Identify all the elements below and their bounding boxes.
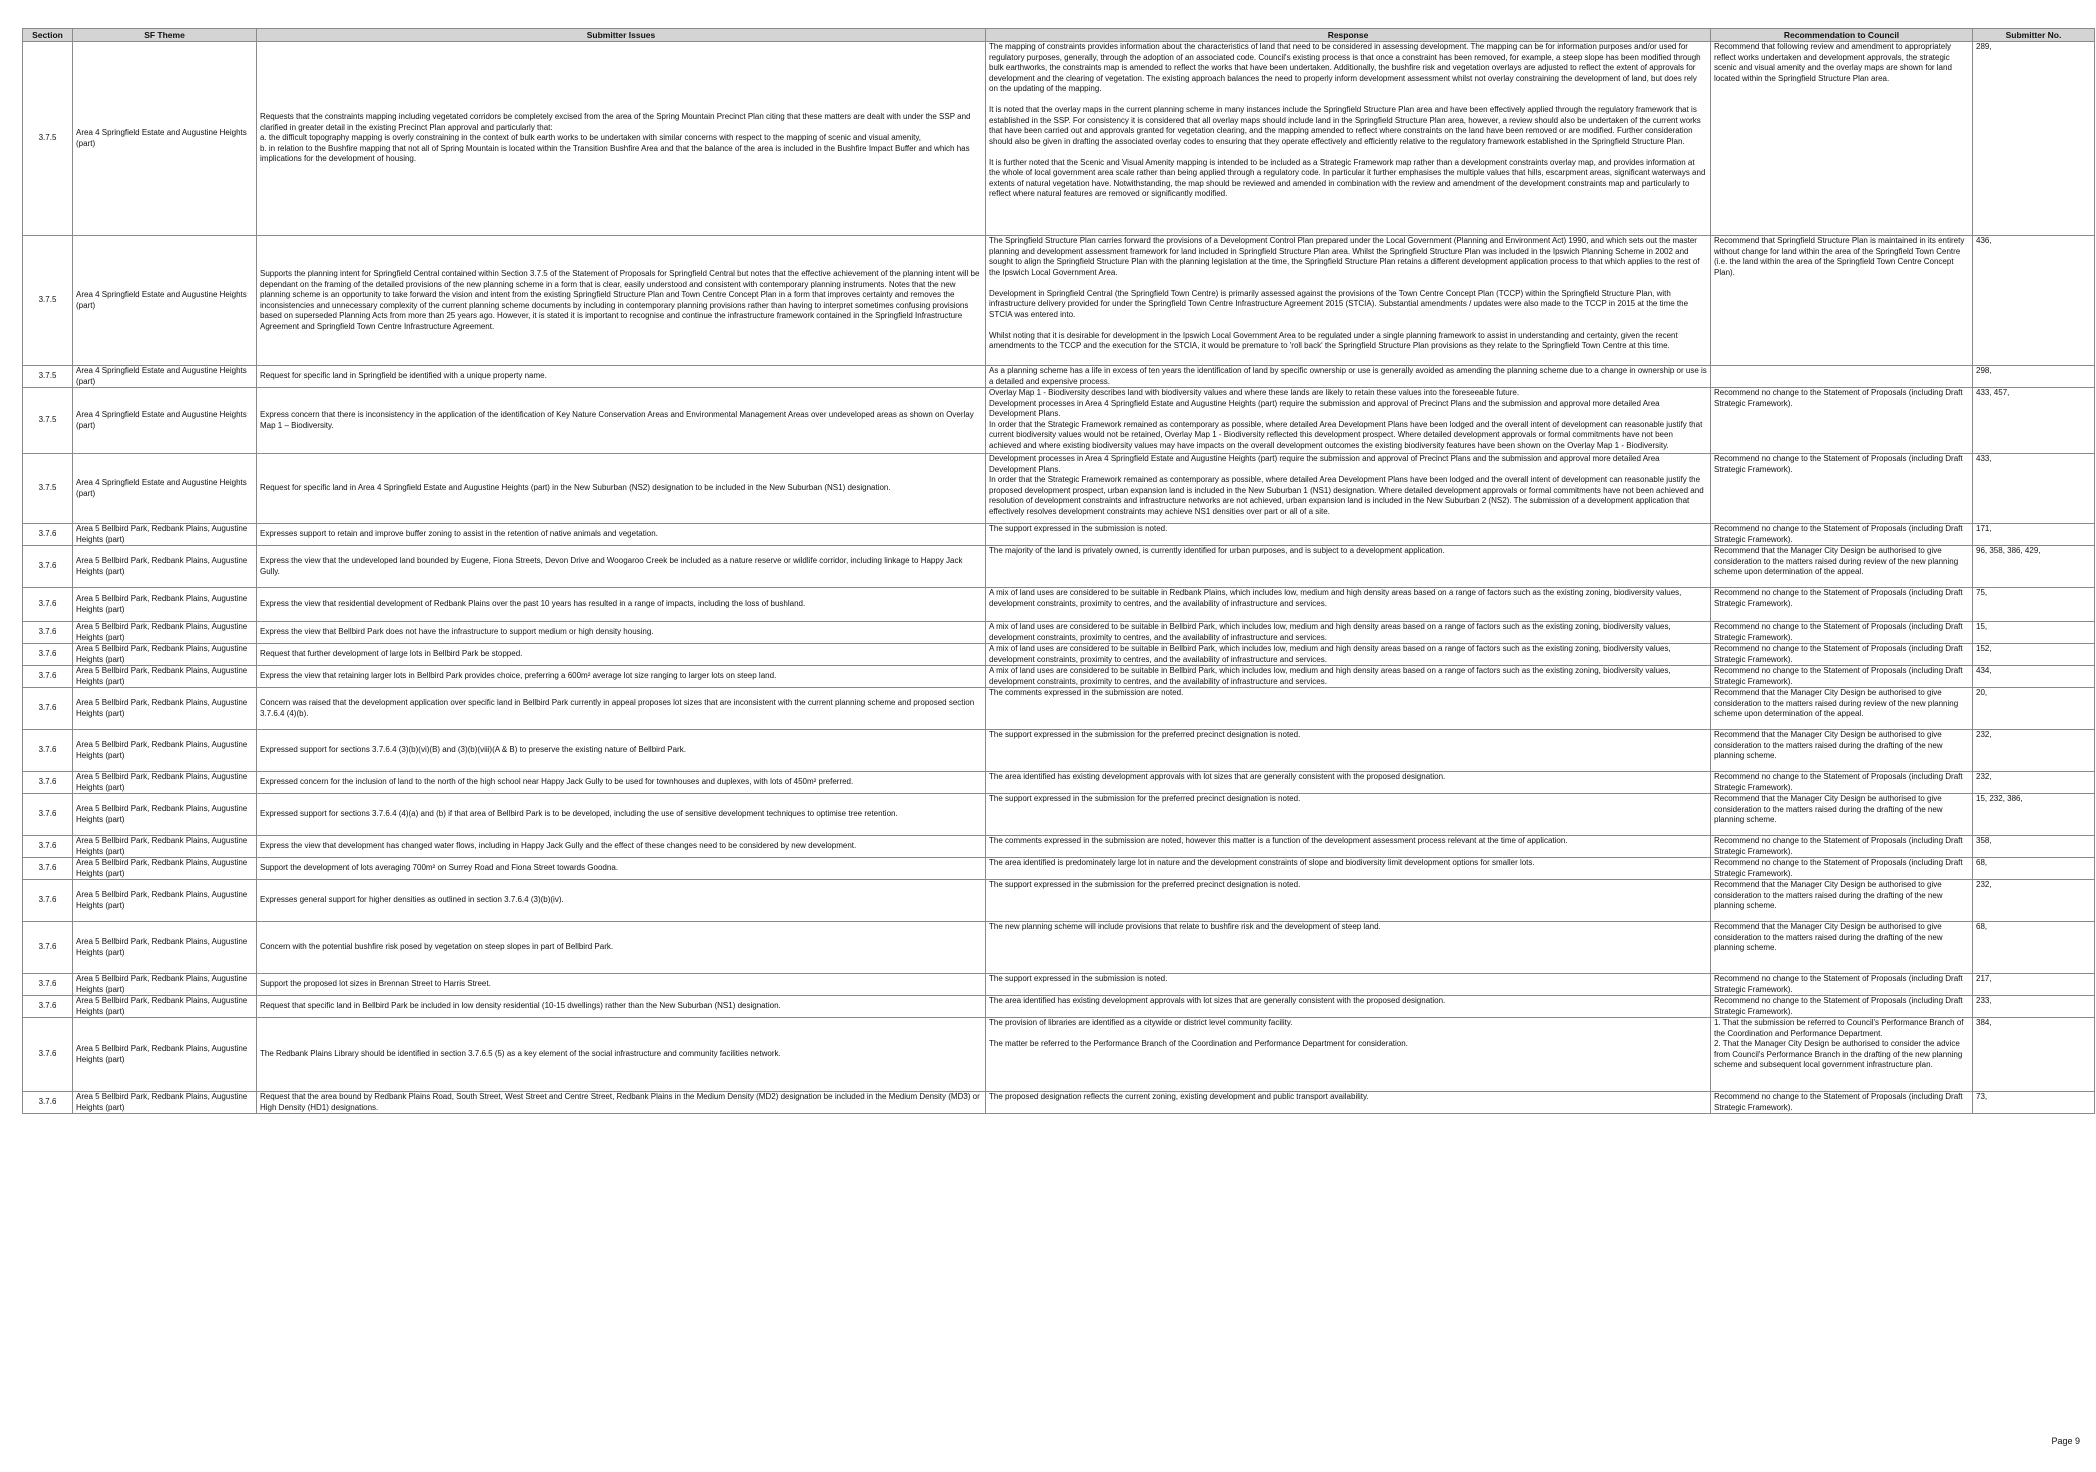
cell-response: The majority of the land is privately owned, is currently identified for urban purposes, and is subject to a development application. (986, 546, 1711, 588)
cell-submitter-issue: Expresses general support for higher densities as outlined in section 3.7.6.4 (3)(b)(iv). (257, 880, 986, 922)
cell-response: A mix of land uses are considered to be suitable in Redbank Plains, which includes low, medium and high density areas based on a range of factors such as the existing zoning, biodiversity values, development constraints, proximity to centres, and the availability of infrastructure and services. (986, 588, 1711, 622)
cell-submitter-issue: Express the view that retaining larger lots in Bellbird Park provides choice, preferring a 600m² average lot size ranging to larger lots on steep land. (257, 666, 986, 688)
cell-section: 3.7.5 (23, 388, 73, 454)
cell-response: The support expressed in the submission for the preferred precinct designation is noted. (986, 794, 1711, 836)
table-row (23, 1018, 2095, 1092)
cell-submitter-no: 433, (1973, 454, 2095, 524)
cell-submitter-issue: Request that further development of large lots in Bellbird Park be stopped. (257, 644, 986, 666)
cell-section: 3.7.5 (23, 42, 73, 236)
cell-recommendation: Recommend no change to the Statement of Proposals (including Draft Strategic Framework). (1711, 836, 1973, 858)
cell-recommendation: Recommend no change to the Statement of Proposals (including Draft Strategic Framework). (1711, 996, 1973, 1018)
table-row (23, 644, 2095, 666)
cell-section: 3.7.6 (23, 666, 73, 688)
table-row (23, 996, 2095, 1018)
cell-recommendation: Recommend that the Manager City Design be authorised to give consideration to the matters raised during the drafting of the new planning scheme. (1711, 880, 1973, 922)
cell-recommendation: Recommend no change to the Statement of Proposals (including Draft Strategic Framework). (1711, 588, 1973, 622)
cell-section: 3.7.6 (23, 922, 73, 974)
cell-section: 3.7.6 (23, 1018, 73, 1092)
table-row (23, 974, 2095, 996)
cell-sf-theme: Area 5 Bellbird Park, Redbank Plains, Augustine Heights (part) (73, 836, 257, 858)
cell-sf-theme: Area 5 Bellbird Park, Redbank Plains, Augustine Heights (part) (73, 996, 257, 1018)
header-submitter-issues: Submitter Issues (257, 29, 986, 42)
table-row (23, 858, 2095, 880)
cell-recommendation (1711, 366, 1973, 388)
submissions-table (22, 28, 2095, 1114)
cell-sf-theme: Area 5 Bellbird Park, Redbank Plains, Augustine Heights (part) (73, 546, 257, 588)
cell-response: The area identified is predominately large lot in nature and the development constraints of slope and biodiversity limit development options for smaller lots. (986, 858, 1711, 880)
cell-submitter-issue: Request that the area bound by Redbank Plains Road, South Street, West Street and Centre Street, Redbank Plains in the Medium Density (MD2) designation be included in the Medium Density (MD3) or High Density (HD1) designations. (257, 1092, 986, 1114)
cell-sf-theme: Area 4 Springfield Estate and Augustine Heights (part) (73, 388, 257, 454)
header-response: Response (986, 29, 1711, 42)
cell-response: The provision of libraries are identified as a citywide or district level community facility. The matter be referred to the Performance Branch of the Coordination and Performance Department for consideration. (986, 1018, 1711, 1092)
table-row (23, 794, 2095, 836)
header-recommendation: Recommendation to Council (1711, 29, 1973, 42)
cell-section: 3.7.6 (23, 794, 73, 836)
cell-submitter-no: 434, (1973, 666, 2095, 688)
cell-sf-theme: Area 5 Bellbird Park, Redbank Plains, Augustine Heights (part) (73, 688, 257, 730)
cell-section: 3.7.5 (23, 236, 73, 366)
cell-section: 3.7.6 (23, 996, 73, 1018)
table-body (23, 42, 2095, 1114)
cell-recommendation: Recommend no change to the Statement of Proposals (including Draft Strategic Framework). (1711, 1092, 1973, 1114)
cell-response: Development processes in Area 4 Springfield Estate and Augustine Heights (part) require the submission and approval of Precinct Plans and the submission and approval more detailed Area Development Plans. In order that the Strategic Framework remained as contemporary as possible, where detailed Area Development Plans have been lodged and the overall intent of development can reasonable justify the proposed development prospect, urban expansion land is included in the New Suburban 1 (NS1) designation. Where detailed development approvals or formal commitments have not been achieved and resolution of development constraints and infrastructure networks are not achieved, urban expansion land is included in the New Suburban 2 (NS2). The submission of a development application that effectively resolves development constraints may achieve NS1 densities over part or all of a site. (986, 454, 1711, 524)
cell-section: 3.7.6 (23, 836, 73, 858)
cell-submitter-issue: Expressed concern for the inclusion of land to the north of the high school near Happy Jack Gully to be used for townhouses and duplexes, with lots of 450m² preferred. (257, 772, 986, 794)
cell-section: 3.7.6 (23, 974, 73, 996)
cell-submitter-issue: Supports the planning intent for Springfield Central contained within Section 3.7.5 of the Statement of Proposals for Springfield Central but notes that the effective achievement of the planning intent will be dependant on the framing of the detailed provisions of the new planning scheme in a form that is clear, easily understood and consistent with contemporary planning instruments. Notes that the new planning scheme is an opportunity to take forward the vision and intent from the existing Springfield Structure Plan and Town Centre Concept Plan in a form that improves certainty and removes the inconsistencies and unnecessary complexity of the current planning scheme documents by including in contemporary planning provisions rather than having to interpret sometimes confusing provisions based on superseded Planning Acts from more than 25 years ago. However, it is stated it is important to recognise and continue the infrastructure framework contained in the Springfield Infrastructure Agreement and Springfield Town Centre Infrastructure Agreement. (257, 236, 986, 366)
cell-submitter-issue: Requests that the constraints mapping including vegetated corridors be completely excised from the area of the Spring Mountain Precinct Plan citing that these matters are dealt with under the SSP and clarified in greater detail in the existing Precinct Plan approval and particularly that: a. the difficult topography mapping is overly constraining in the context of bulk earth works to be undertaken with similar concerns with respect to the mapping of scenic and visual amenity, b. in relation to the Bushfire mapping that not all of Spring Mountain is located within the Transition Bushfire Area and that the balance of the area is included in the Bushfire Impact Buffer and which has implications for the development of housing. (257, 42, 986, 236)
cell-sf-theme: Area 5 Bellbird Park, Redbank Plains, Augustine Heights (part) (73, 794, 257, 836)
cell-submitter-no: 152, (1973, 644, 2095, 666)
cell-submitter-no: 68, (1973, 858, 2095, 880)
cell-response: The new planning scheme will include provisions that relate to bushfire risk and the development of steep land. (986, 922, 1711, 974)
header-submitter-no: Submitter No. (1973, 29, 2095, 42)
table-row (23, 1092, 2095, 1114)
cell-response: The support expressed in the submission for the preferred precinct designation is noted. (986, 880, 1711, 922)
cell-section: 3.7.6 (23, 730, 73, 772)
cell-section: 3.7.6 (23, 688, 73, 730)
cell-sf-theme: Area 4 Springfield Estate and Augustine Heights (part) (73, 454, 257, 524)
cell-submitter-no: 15, 232, 386, (1973, 794, 2095, 836)
cell-recommendation: Recommend that Springfield Structure Plan is maintained in its entirety without change for land within the area of the Springfield Town Centre (i.e. the land within the area of the Springfield Town Centre Concept Plan). (1711, 236, 1973, 366)
cell-sf-theme: Area 4 Springfield Estate and Augustine Heights (part) (73, 366, 257, 388)
cell-submitter-no: 232, (1973, 772, 2095, 794)
table-row (23, 236, 2095, 366)
cell-response: The mapping of constraints provides information about the characteristics of land that need to be considered in assessing development. The mapping can be for information purposes and/or used for regulatory purposes, generally, through the adoption of an associated code. Council's existing process is that once a constraint has been removed, for example, a steep slope has been modified through bulk earthworks, the constraints map is amended to reflect the works that have been undertaken. Additionally, the bushfire risk and vegetation overlays are adjusted to reflect the extent of approvals for development and the clearing of vegetation. The existing approach balances the need to properly inform development assessment whilst not overlay constraining the development of land, but does rely on the updating of the mapping. It is noted that the overlay maps in the current planning scheme in many instances include the Springfield Structure Plan area and have been effectively applied through the regulatory framework that is established in the SSP. For consistency it is considered that all overlay maps should include land in the Springfield Structure Plan area, however, a review should also be undertaken of the current works that have been carried out and approvals granted for vegetation clearing, and the mapping amended to reflect where constraints on the land have been removed or are modified. Further consideration should also be given in drafting the associated overlay codes to ensuring that they operate effectively and efficiently relative to the regulatory framework established in the Springfield Structure Plan. It is further noted that the Scenic and Visual Amenity mapping is intended to be included as a Strategic Framework map rather than a development constraints overlay map, and provides information at the whole of local government area scale rather than being applied through a regulatory code. In particular it further emphasises the multiple values that hills, escarpment areas, significant waterways and extents of natural vegetation have. Notwithstanding, the map should be reviewed and amended in combination with the review and amendment of the development constraints map and particularly to reflect where natural features are removed or significantly modified. (986, 42, 1711, 236)
table-row (23, 772, 2095, 794)
table-row (23, 730, 2095, 772)
cell-submitter-no: 358, (1973, 836, 2095, 858)
cell-response: The support expressed in the submission for the preferred precinct designation is noted. (986, 730, 1711, 772)
cell-response: The area identified has existing development approvals with lot sizes that are generally consistent with the proposed designation. (986, 772, 1711, 794)
cell-response: The comments expressed in the submission are noted, however this matter is a function of the development assessment process relevant at the time of application. (986, 836, 1711, 858)
cell-recommendation: Recommend no change to the Statement of Proposals (including Draft Strategic Framework). (1711, 858, 1973, 880)
cell-submitter-issue: Expressed support for sections 3.7.6.4 (3)(b)(vi)(B) and (3)(b)(viii)(A & B) to preserve the existing nature of Bellbird Park. (257, 730, 986, 772)
table-row (23, 546, 2095, 588)
cell-submitter-issue: Request for specific land in Springfield be identified with a unique property name. (257, 366, 986, 388)
cell-section: 3.7.6 (23, 644, 73, 666)
table-row (23, 454, 2095, 524)
cell-sf-theme: Area 5 Bellbird Park, Redbank Plains, Augustine Heights (part) (73, 1018, 257, 1092)
cell-submitter-no: 96, 358, 386, 429, (1973, 546, 2095, 588)
cell-submitter-no: 433, 457, (1973, 388, 2095, 454)
table-row (23, 366, 2095, 388)
cell-response: A mix of land uses are considered to be suitable in Bellbird Park, which includes low, medium and high density areas based on a range of factors such as the existing zoning, biodiversity values, development constraints, proximity to centres, and the availability of infrastructure and services. (986, 622, 1711, 644)
cell-recommendation: Recommend that the Manager City Design be authorised to give consideration to the matters raised during the drafting of the new planning scheme. (1711, 730, 1973, 772)
cell-recommendation: Recommend no change to the Statement of Proposals (including Draft Strategic Framework). (1711, 666, 1973, 688)
cell-recommendation: Recommend no change to the Statement of Proposals (including Draft Strategic Framework). (1711, 974, 1973, 996)
cell-submitter-no: 298, (1973, 366, 2095, 388)
cell-sf-theme: Area 5 Bellbird Park, Redbank Plains, Augustine Heights (part) (73, 622, 257, 644)
cell-response: A mix of land uses are considered to be suitable in Bellbird Park, which includes low, medium and high density areas based on a range of factors such as the existing zoning, biodiversity values, development constraints, proximity to centres, and the availability of infrastructure and services. (986, 666, 1711, 688)
cell-section: 3.7.6 (23, 880, 73, 922)
cell-response: A mix of land uses are considered to be suitable in Bellbird Park, which includes low, medium and high density areas based on a range of factors such as the existing zoning, biodiversity values, development constraints, proximity to centres, and the availability of infrastructure and services. (986, 644, 1711, 666)
cell-submitter-issue: Support the proposed lot sizes in Brennan Street to Harris Street. (257, 974, 986, 996)
table-header-row (23, 29, 2095, 42)
cell-submitter-no: 233, (1973, 996, 2095, 1018)
cell-response: Overlay Map 1 - Biodiversity describes land with biodiversity values and where these lands are likely to retain these values into the foreseeable future. Development processes in Area 4 Springfield Estate and Augustine Heights (part) require the submission and approval of Precinct Plans and the submission and approval more detailed Area Development Plans. In order that the Strategic Framework remained as contemporary as possible, where detailed Area Development Plans have been lodged and the overall intent of development can reasonable justify that current biodiversity values would not be retained, Overlay Map 1 - Biodiversity reflected this development prospect. Where detailed development approvals or formal commitments have not been achieved and where existing biodiversity values may have impacts on the overall development outcomes the existing biodiversity features have been shown on the Overlay Map 1 - Biodiversity. (986, 388, 1711, 454)
cell-submitter-no: 436, (1973, 236, 2095, 366)
table-row (23, 524, 2095, 546)
cell-submitter-issue: Express the view that residential development of Redbank Plains over the past 10 years has resulted in a range of impacts, including the loss of bushland. (257, 588, 986, 622)
cell-section: 3.7.5 (23, 454, 73, 524)
cell-section: 3.7.6 (23, 1092, 73, 1114)
cell-submitter-no: 232, (1973, 730, 2095, 772)
table-row (23, 880, 2095, 922)
cell-submitter-issue: Express the view that development has changed water flows, including in Happy Jack Gully and the effect of these changes need to be considered by new development. (257, 836, 986, 858)
table-row (23, 688, 2095, 730)
cell-submitter-no: 384, (1973, 1018, 2095, 1092)
cell-submitter-no: 73, (1973, 1092, 2095, 1114)
cell-section: 3.7.6 (23, 524, 73, 546)
cell-recommendation: Recommend no change to the Statement of Proposals (including Draft Strategic Framework). (1711, 622, 1973, 644)
cell-submitter-no: 75, (1973, 588, 2095, 622)
cell-recommendation: Recommend that the Manager City Design be authorised to give consideration to the matters raised during review of the new planning scheme upon determination of the appeal. (1711, 688, 1973, 730)
cell-recommendation: Recommend that the Manager City Design be authorised to give consideration to the matters raised during the drafting of the new planning scheme. (1711, 922, 1973, 974)
cell-response: The proposed designation reflects the current zoning, existing development and public transport availability. (986, 1092, 1711, 1114)
cell-submitter-issue: Request that specific land in Bellbird Park be included in low density residential (10-15 dwellings) rather than the New Suburban (NS1) designation. (257, 996, 986, 1018)
cell-recommendation: Recommend that the Manager City Design be authorised to give consideration to the matters raised during review of the new planning scheme upon determination of the appeal. (1711, 546, 1973, 588)
table-row (23, 588, 2095, 622)
cell-submitter-issue: Express the view that the undeveloped land bounded by Eugene, Fiona Streets, Devon Drive and Woogaroo Creek be included as a nature reserve or wildlife corridor, including linkage to Happy Jack Gully. (257, 546, 986, 588)
cell-sf-theme: Area 5 Bellbird Park, Redbank Plains, Augustine Heights (part) (73, 588, 257, 622)
table-row (23, 922, 2095, 974)
cell-sf-theme: Area 4 Springfield Estate and Augustine Heights (part) (73, 42, 257, 236)
header-sf-theme: SF Theme (73, 29, 257, 42)
cell-sf-theme: Area 5 Bellbird Park, Redbank Plains, Augustine Heights (part) (73, 666, 257, 688)
cell-sf-theme: Area 5 Bellbird Park, Redbank Plains, Augustine Heights (part) (73, 524, 257, 546)
cell-sf-theme: Area 5 Bellbird Park, Redbank Plains, Augustine Heights (part) (73, 1092, 257, 1114)
cell-submitter-issue: Request for specific land in Area 4 Springfield Estate and Augustine Heights (part) in the New Suburban (NS2) designation to be included in the New Suburban (NS1) designation. (257, 454, 986, 524)
cell-section: 3.7.6 (23, 858, 73, 880)
cell-sf-theme: Area 5 Bellbird Park, Redbank Plains, Augustine Heights (part) (73, 880, 257, 922)
cell-sf-theme: Area 5 Bellbird Park, Redbank Plains, Augustine Heights (part) (73, 644, 257, 666)
cell-response: The comments expressed in the submission are noted. (986, 688, 1711, 730)
table-row (23, 42, 2095, 236)
cell-recommendation: Recommend no change to the Statement of Proposals (including Draft Strategic Framework). (1711, 388, 1973, 454)
header-section: Section (23, 29, 73, 42)
cell-response: As a planning scheme has a life in excess of ten years the identification of land by specific ownership or use is generally avoided as amending the planning scheme due to a change in ownership or use is a detailed and expensive process. (986, 366, 1711, 388)
cell-submitter-no: 68, (1973, 922, 2095, 974)
cell-submitter-issue: Concern was raised that the development application over specific land in Bellbird Park currently in appeal proposes lot sizes that are inconsistent with the current planning scheme and proposed section 3.7.6.4 (4)(b). (257, 688, 986, 730)
cell-section: 3.7.6 (23, 772, 73, 794)
table-row (23, 666, 2095, 688)
cell-recommendation: Recommend that following review and amendment to appropriately reflect works undertaken and development approvals, the strategic scenic and visual amenity and the overlay maps are shown for land located within the Springfield Structure Plan area. (1711, 42, 1973, 236)
cell-submitter-issue: The Redbank Plains Library should be identified in section 3.7.6.5 (5) as a key element of the social infrastructure and community facilities network. (257, 1018, 986, 1092)
cell-submitter-issue: Express concern that there is inconsistency in the application of the identification of Key Nature Conservation Areas and Environmental Management Areas over undeveloped areas as shown on Overlay Map 1 – Biodiversity. (257, 388, 986, 454)
cell-sf-theme: Area 4 Springfield Estate and Augustine Heights (part) (73, 236, 257, 366)
cell-recommendation: Recommend no change to the Statement of Proposals (including Draft Strategic Framework). (1711, 524, 1973, 546)
table-row (23, 836, 2095, 858)
cell-submitter-issue: Expresses support to retain and improve buffer zoning to assist in the retention of native animals and vegetation. (257, 524, 986, 546)
cell-response: The support expressed in the submission is noted. (986, 974, 1711, 996)
cell-sf-theme: Area 5 Bellbird Park, Redbank Plains, Augustine Heights (part) (73, 858, 257, 880)
cell-recommendation: Recommend no change to the Statement of Proposals (including Draft Strategic Framework). (1711, 454, 1973, 524)
cell-recommendation: Recommend no change to the Statement of Proposals (including Draft Strategic Framework). (1711, 772, 1973, 794)
cell-submitter-issue: Concern with the potential bushfire risk posed by vegetation on steep slopes in part of Bellbird Park. (257, 922, 986, 974)
cell-submitter-no: 171, (1973, 524, 2095, 546)
cell-submitter-no: 20, (1973, 688, 2095, 730)
cell-submitter-no: 232, (1973, 880, 2095, 922)
table-row (23, 622, 2095, 644)
cell-response: The Springfield Structure Plan carries forward the provisions of a Development Control Plan prepared under the Local Government (Planning and Environment Act) 1990, and which sets out the master planning and development assessment framework for land included in Springfield Structure Plan area. Whilst the Springfield Structure Plan was included in the Ipswich Planning Scheme in 2002 and sought to align the Springfield Structure Plan with the planning legislation at the time, the Springfield Structure Plan retains a different development application process to that which applies to the rest of the Ipswich Local Government Area. Development in Springfield Central (the Springfield Town Centre) is primarily assessed against the provisions of the Town Centre Concept Plan (TCCP) within the Springfield Structure Plan, with infrastructure delivery provided for under the Springfield Town Centre Infrastructure Agreement 2015 (STCIA). Substantial amendments / updates were also made to the TCCP in 2015 at the time the STCIA was entered into. Whilst noting that it is desirable for development in the Ipswich Local Government Area to be regulated under a single planning framework to assist in understanding and certainty, given the recent amendments to the TCCP and the execution for the STCIA, it would be premature to 'roll back' the Springfield Structure Plan provisions as they relate to the Springfield Town Centre at this time. (986, 236, 1711, 366)
cell-sf-theme: Area 5 Bellbird Park, Redbank Plains, Augustine Heights (part) (73, 772, 257, 794)
cell-submitter-issue: Support the development of lots averaging 700m² on Surrey Road and Fiona Street towards Goodna. (257, 858, 986, 880)
cell-section: 3.7.6 (23, 546, 73, 588)
cell-section: 3.7.6 (23, 588, 73, 622)
cell-submitter-no: 289, (1973, 42, 2095, 236)
cell-sf-theme: Area 5 Bellbird Park, Redbank Plains, Augustine Heights (part) (73, 922, 257, 974)
cell-sf-theme: Area 5 Bellbird Park, Redbank Plains, Augustine Heights (part) (73, 974, 257, 996)
table-row (23, 388, 2095, 454)
cell-response: The area identified has existing development approvals with lot sizes that are generally consistent with the proposed designation. (986, 996, 1711, 1018)
cell-submitter-no: 217, (1973, 974, 2095, 996)
cell-section: 3.7.6 (23, 622, 73, 644)
cell-recommendation: Recommend no change to the Statement of Proposals (including Draft Strategic Framework). (1711, 644, 1973, 666)
cell-section: 3.7.5 (23, 366, 73, 388)
cell-recommendation: 1. That the submission be referred to Council's Performance Branch of the Coordination and Performance Department. 2. That the Manager City Design be authorised to consider the advice from Council's Performance Branch in the drafting of the new planning scheme and subsequent local government infrastructure plan. (1711, 1018, 1973, 1092)
page-number: Page 9 (2051, 1436, 2080, 1446)
cell-sf-theme: Area 5 Bellbird Park, Redbank Plains, Augustine Heights (part) (73, 730, 257, 772)
cell-response: The support expressed in the submission is noted. (986, 524, 1711, 546)
cell-submitter-issue: Express the view that Bellbird Park does not have the infrastructure to support medium or high density housing. (257, 622, 986, 644)
cell-submitter-issue: Expressed support for sections 3.7.6.4 (4)(a) and (b) if that area of Bellbird Park is to be developed, including the use of sensitive development techniques to optimise tree retention. (257, 794, 986, 836)
cell-recommendation: Recommend that the Manager City Design be authorised to give consideration to the matters raised during the drafting of the new planning scheme. (1711, 794, 1973, 836)
cell-submitter-no: 15, (1973, 622, 2095, 644)
